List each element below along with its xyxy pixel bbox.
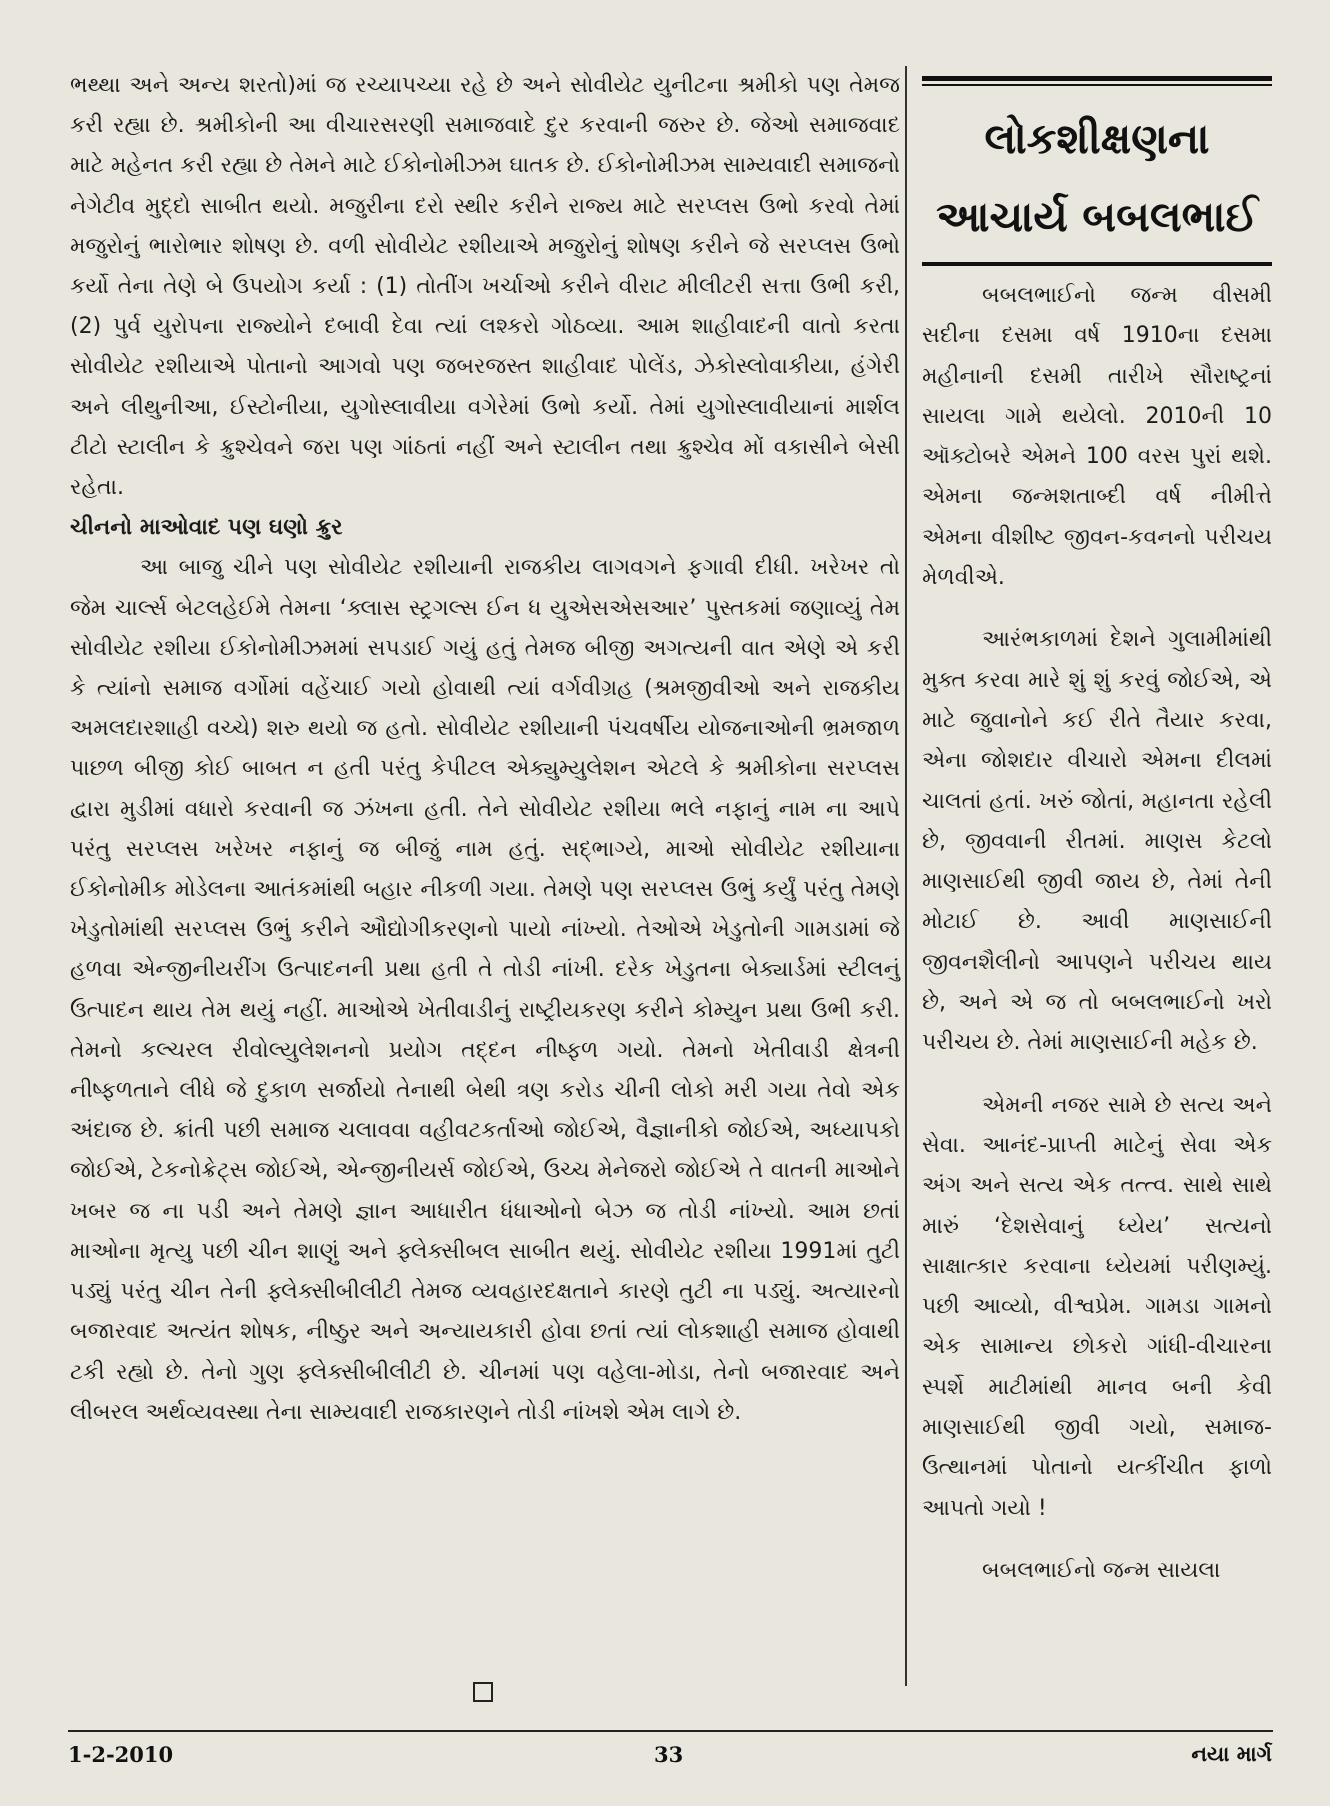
sidebar-paragraph: આરંભકાળમાં દેશને ગુલામીમાંથી મુક્ત કરવા મારે શું શું કરવું જોઈએ, એ માટે જુવાનોને કઈ રીતે તૈયાર કરવા, એના જોશદાર વીચારો એમના દીલમાં ચાલતાં હતાં. ખરું જોતાં, મહાનતા રહેલી છે, જીવવાની રીતમાં. માણસ કેટલો માણસાઈથી જીવી જાય છે, તેમાં તેની મોટાઈ છે. આવી માણસાઈની જીવનશૈલીનો આપણને પરીચય થાય છે, અને એ જ તો બબલભાઈનો ખરો પરીચય છે. તેમાં માણસાઈની મહેક છે.: [922, 627, 1272, 1056]
column-divider: [905, 66, 907, 1686]
sidebar-top-rule: [922, 76, 1272, 81]
article-paragraph: આ બાજુ ચીને પણ સોવીયેટ રશીયાની રાજકીય લાગવગને ફગાવી દીધી. ખરેખર તો જેમ ચાર્લ્સ બેટલહેઈમે તેમના ‘ક્લાસ સ્ટ્રગલ્સ ઈન ધ યુએસએસઆર’ પુસ્તકમાં જણાવ્યું તેમ સોવીયેટ રશીયા ઈકોનોમીઝમમાં સપડાઈ ગયું હતું તેમજ બીજી અગત્યની વાત એણે એ કરી કે ત્યાંનો સમાજ વર્ગોમાં વહેંચાઈ ગયો હોવાથી ત્યાં વર્ગવીગ્રહ (શ્રમજીવીઓ અને રાજકીય અમલદારશાહી વચ્ચે) શરુ થયો જ હતો. સોવીયેટ રશીયાની પંચવર્ષીય યોજનાઓની ભ્રમજાળ પાછળ બીજી કોઈ બાબત ન હતી પરંતુ કેપીટલ એક્યુમ્યુલેશન એટલે કે શ્રમીકોના સરપ્લસ દ્વારા મુડીમાં વધારો કરવાની જ ઝંખના હતી. તેને સોવીયેટ રશીયા ભલે નફાનું નામ ના આપે પરંતુ સરપ્લસ ખરેખર નફાનું જ બીજું નામ હતું. સદ્ભાગ્યે, માઓ સોવીયેટ રશીયાના ઈકોનોમીક મોડેલના આતંકમાંથી બહાર નીકળી ગયા. તેમણે પણ સરપ્લસ ઉભું કર્યું પરંતુ તેમણે ખેડુતોમાંથી સરપ્લસ ઉભું કરીને ઔદ્યોગીકરણનો પાયો નાંખ્યો. તેઓએ ખેડુતોની ગામડામાં જે હળવા એન્જીનીયરીંગ ઉત્પાદનની પ્રથા હતી તે તોડી નાંખી. દરેક ખેડુતના બેક્યાર્ડમાં સ્ટીલનું ઉત્પાદન થાય તેમ થયું નહીં. માઓએ ખેતીવાડીનું રાષ્ટ્રીયકરણ કરીને કોમ્યુન પ્રથા ઉભી કરી. તેમનો કલ્ચરલ રીવોલ્યુલેશનનો પ્રયોગ તદ્દન નીષ્ફળ ગયો. તેમનો ખેતીવાડી ક્ષેત્રની નીષ્ફળતાને લીધે જે દુકાળ સર્જાયો તેનાથી બેથી ત્રણ કરોડ ચીની લોકો મરી ગયા તેવો એક અંદાજ છે. ક્રાંતી પછી સમાજ ચલાવવા વહીવટકર્તાઓ જોઈએ, વૈજ્ઞાનીકો જોઈએ, અધ્યાપકો જોઈએ, ટેકનોક્રેટ્સ જોઈએ, એન્જીનીયર્સ જોઈએ, ઉચ્ચ મેનેજરો જોઈએ તે વાતની માઓને ખબર જ ના પડી અને તેમણે જ્ઞાન આધારીત ધંધાઓનો બેઝ જ તોડી નાંખ્યો. આમ છતાં માઓના મૃત્યુ પછી ચીન શાણું અને ફ્લેક્સીબલ સાબીત થયું. સોવીયેટ રશીયા 1991માં તુટી પડ્યું પરંતુ ચીન તેની ફ્લેક્સીબીલીટી તેમજ વ્યવહારદક્ષતાને કારણે તુટી ના પડ્યું. અત્યારનો બજારવાદ અત્યંત શોષક, નીષ્ઠુર અને અન્યાયકારી હોવા છતાં ત્યાં લોકશાહી સમાજ હોવાથી ટકી રહ્યો છે. તેનો ગુણ ફ્લેક્સીબીલીટી છે. ચીનમાં પણ વહેલા-મોડા, તેનો બજારવાદ અને લીબરલ અર્થવ્યવસ્થા તેના સામ્યવાદી રાજકારણને તોડી નાંખશે એમ લાગે છે.: [70, 555, 900, 1425]
sidebar-title-line: લોકશીક્ષણના: [984, 114, 1210, 163]
main-article: [70, 66, 900, 1433]
page-number: 33: [654, 1742, 684, 1767]
magazine-name: નયા માર્ગ: [1191, 1742, 1272, 1766]
sidebar-article: [922, 66, 1272, 1591]
footer-rule: [68, 1730, 1273, 1732]
sidebar-top-rule-thin: [922, 84, 1272, 86]
sidebar-title: [922, 100, 1272, 256]
article-subheading: ચીનનો માઓવાદ પણ ઘણો ક્રુર: [70, 515, 343, 541]
sidebar-title-rule: [922, 262, 1272, 266]
sidebar-paragraph: બબલભાઈનો જન્મ સાયલા: [982, 1557, 1221, 1583]
article-paragraph: ભથ્થા અને અન્ય શરતો)માં જ રચ્યાપચ્યા રહે છે અને સોવીયેટ યુનીટના શ્રમીકો પણ તેમજ કરી રહ્યા છે. શ્રમીકોની આ વીચારસરણી સમાજવાદે દુર કરવાની જરુર છે. જેઓ સમાજવાદ માટે મહેનત કરી રહ્યા છે તેમને માટે ઈકોનોમીઝમ ઘાતક છે. ઈકોનોમીઝમ સામ્યવાદી સમાજનો નેગેટીવ મુદ્દો સાબીત થયો. મજુરીના દરો સ્થીર કરીને રાજ્ય માટે સરપ્લસ ઉભો કરવો તેમાં મજુરોનું ભારોભાર શોષણ છે. વળી સોવીયેટ રશીયાએ મજુરોનું શોષણ કરીને જે સરપ્લસ ઉભો કર્યો તેના તેણે બે ઉપયોગ કર્યા : (1) તોતીંગ ખર્ચાઓ કરીને વીરાટ મીલીટરી સત્તા ઉભી કરી, (2) પુર્વ યુરોપના રાજ્યોને દબાવી દેવા ત્યાં લશ્કરો ગોઠવ્યા. આમ શાહીવાદની વાતો કરતા સોવીયેટ રશીયાએ પોતાનો આગવો પણ જબરજસ્ત શાહીવાદ પોલેંડ, ઝેકોસ્લોવાકીયા, હંગેરી અને લીથુનીઆ, ઈસ્ટોનીયા, યુગોસ્લાવીયા વગેરેમાં ઉભો કર્યો. તેમાં યુગોસ્લાવીયાનાં માર્શલ ટીટો સ્ટાલીન કે ક્રુશ્ચેવને જરા પણ ગાંઠતાં નહીં અને સ્ટાલીન તથા ક્રુશ્ચેવ મોં વકાસીને બેસી રહેતા.: [70, 73, 900, 501]
sidebar-paragraph: એમની નજર સામે છે સત્ય અને સેવા. આનંદ-પ્રાપ્તી માટેનું સેવા એક અંગ અને સત્ય એક તત્ત્વ. સાથે સાથે મારું ‘દેશસેવાનું ધ્યેય’ સત્યનો સાક્ષાત્કાર કરવાના ધ્યેયમાં પરીણમ્યું. પછી આવ્યો, વીશ્વપ્રેમ. ગામડા ગામનો એક સામાન્ય છોકરો ગાંધી-વીચારના સ્પર્શે માટીમાંથી માનવ બની કેવી માણસાઈથી જીવી ગયો, સમાજ-ઉત્થાનમાં પોતાનો યત્કીંચીત ફાળો આપતો ગયો !: [922, 1092, 1272, 1521]
sidebar-paragraph: બબલભાઈનો જન્મ વીસમી સદીના દસમા વર્ષ 1910ના દસમા મહીનાની દસમી તારીખે સૌરાષ્ટ્રનાં સાયલા ગામે થયેલો. 2010ની 10 ઑક્ટોબરે એમને 100 વરસ પુરાં થશે. એમના જન્મશતાબ્દી વર્ષ નીમીત્તે એમના વીશીષ્ટ જીવન-કવનનો પરીચય મેળવીએ.: [922, 283, 1272, 591]
footer-date: 1-2-2010: [68, 1742, 174, 1767]
sidebar-title-line: આચાર્ય બબલભાઈ: [936, 192, 1258, 241]
end-of-article-mark: [473, 1682, 493, 1702]
